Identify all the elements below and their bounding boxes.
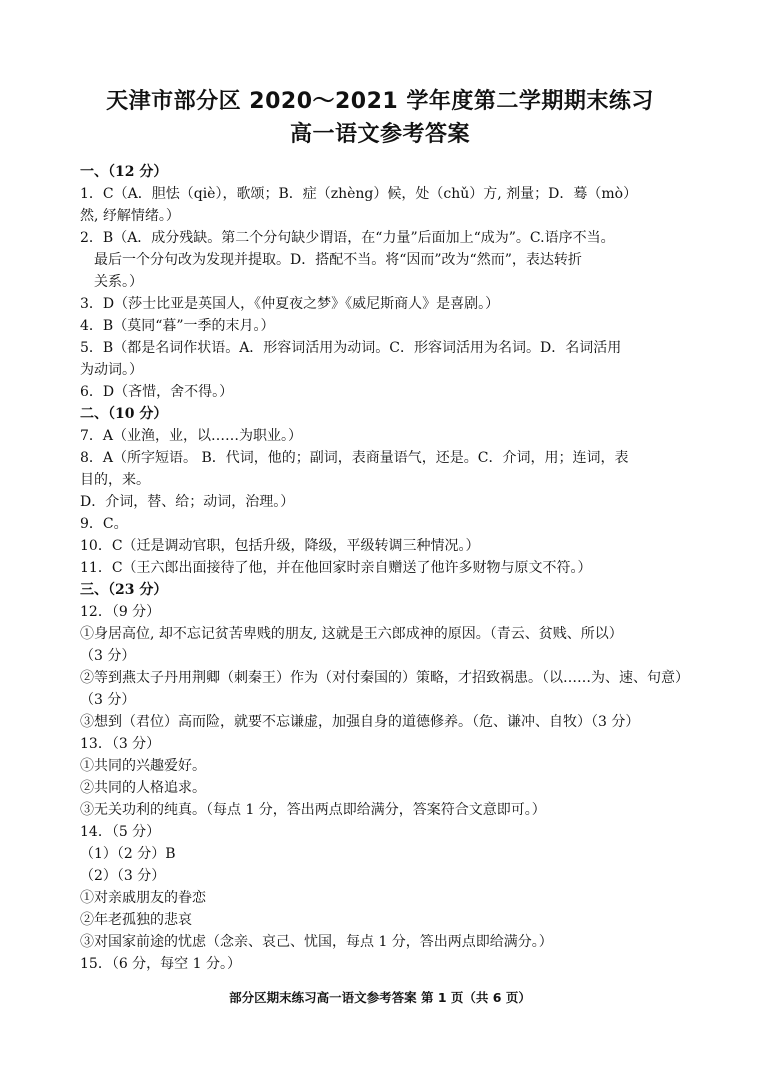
answer-line: （3 分） (80, 692, 136, 708)
page-footer: 部分区期末练习高一语文参考答案 第 1 页（共 6 页） (229, 990, 531, 1005)
answer-line: 4．B（莫同“暮”一季的末月。） (80, 318, 275, 334)
answer-line: ②等到燕太子丹用荆卿（刺秦王）作为（对付秦国的）策略，才招致祸患。（以……为、速、句意） (80, 670, 689, 686)
answer-line: 目的，来。 (80, 472, 150, 488)
answer-line: ②年老孤独的悲哀 (80, 912, 192, 928)
answer-line: 3．D（莎士比亚是英国人，《仲夏夜之梦》《威尼斯商人》是喜剧。） (80, 296, 500, 312)
answer-line: D．介词，替、给；动词，治理。） (80, 494, 295, 510)
answer-line: 8．A（所字短语。 B．代词，他的；副词，表商量语气，还是。C．介词，用；连词，表 (80, 450, 629, 466)
answer-line: 15．（6 分，每空 1 分。） (80, 956, 241, 972)
answer-line: ①身居高位, 却不忘记贫苦卑贱的朋友, 这就是王六郎成神的原因。（青云、贫贱、所以） (80, 626, 623, 642)
answer-line: 9．C。 (80, 516, 128, 532)
answer-line: ①对亲戚朋友的眷恋 (80, 890, 206, 906)
answer-line: 13．（3 分） (80, 736, 161, 752)
answer-line: 5．B（都是名词作状语。A．形容词活用为动词。C．形容词活用为名词。D．名词活用 (80, 340, 622, 356)
answer-line: ③对国家前途的忧虑（念亲、哀己、忧国，每点 1 分，答出两点即给满分。） (80, 934, 553, 950)
answer-line: 6．D（吝惜，舍不得。） (80, 384, 234, 400)
answer-line: 11．C（王六郎出面接待了他，并在他回家时亲自赠送了他许多财物与原文不符。） (80, 560, 592, 576)
answer-line: 12．（9 分） (80, 604, 161, 620)
answer-line: ②共同的人格追求。 (80, 780, 206, 796)
answer-line: 2．B（A．成分残缺。第二个分句缺少谓语，在“力量”后面加上“成为”。C.语序不当。 (80, 230, 615, 246)
document-title: 天津市部分区 2020～2021 学年度第二学期期末练习 (106, 89, 654, 114)
section-heading: 一、（12 分） (80, 164, 168, 180)
answer-line: 14．（5 分） (80, 824, 161, 840)
answer-line: （1）（2 分）B (80, 846, 176, 862)
answer-body (80, 161, 688, 975)
answer-line: （3 分） (80, 648, 136, 664)
answer-line: ①共同的兴趣爱好。 (80, 758, 206, 774)
answer-line: 10．C（迁是调动官职，包括升级，降级，平级转调三种情况。） (80, 538, 480, 554)
answer-line: 1．C（A．胆怯（qiè），歌颂；B．症（zhèng）候，处（chǔ）方, 剂量；D．蓦（mò） (80, 186, 638, 202)
answer-line: （2）（3 分） (80, 868, 166, 884)
answer-line: 然, 纾解情绪。） (80, 208, 180, 224)
document-subtitle: 高一语文参考答案 (289, 122, 470, 147)
section-heading: 三、（23 分） (80, 582, 168, 598)
answer-line: ③无关功利的纯真。（每点 1 分，答出两点即给满分，答案符合文意即可。） (80, 802, 546, 818)
answer-line: 7．A（业渔，业，以……为职业。） (80, 428, 303, 444)
answer-line: 为动词。） (80, 362, 143, 378)
answer-line: 最后一个分句改为发现并提取。D．搭配不当。将“因而”改为“然而”，表达转折 (94, 252, 582, 268)
answer-line: 关系。） (94, 274, 143, 290)
answer-line: ③想到（君位）高而险，就要不忘谦虚，加强自身的道德修养。（危、谦冲、自牧）（3 分） (80, 714, 640, 730)
section-heading: 二、（10 分） (80, 406, 168, 422)
